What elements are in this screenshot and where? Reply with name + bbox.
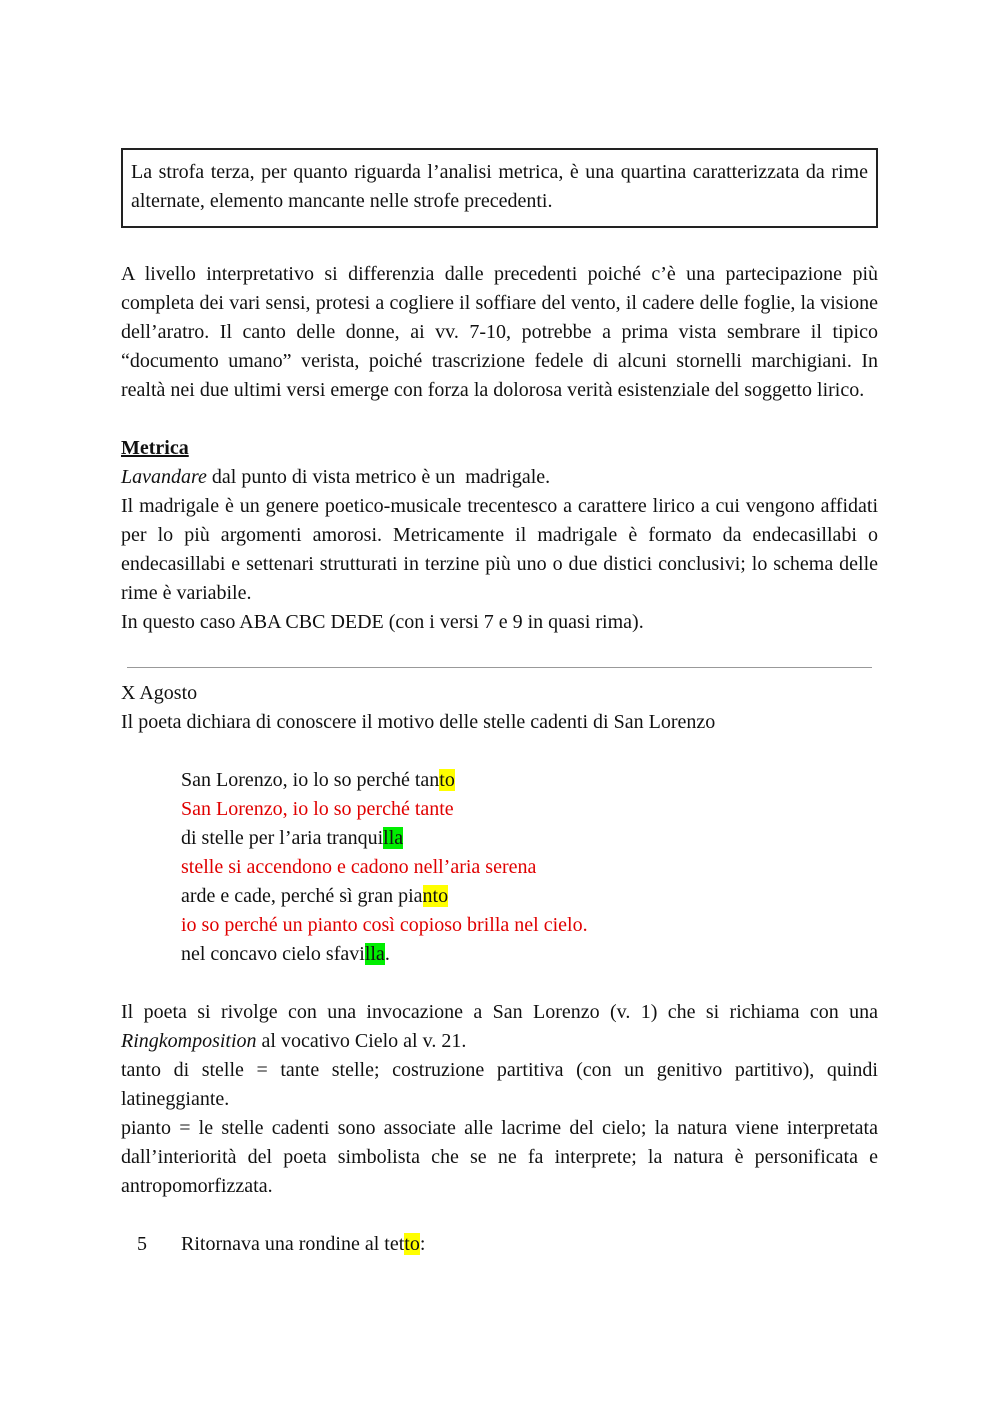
verse-line-3: arde e cade, perché sì gran pianto <box>181 885 449 907</box>
rhyme-highlight: to <box>404 1233 420 1255</box>
rhyme-highlight: nto <box>422 885 449 907</box>
boxed-note-text: La strofa terza, per quanto riguarda l’analisi metrica, è una quartina caratterizzata da rime alternate, elemento mancante nelle strofe precedenti. <box>131 161 868 212</box>
verse-paraphrase-3: io so perché un pianto così copioso brilla nel cielo. <box>181 914 588 936</box>
verse-paraphrase-2: stelle si accendono e cadono nell’aria serena <box>181 856 537 878</box>
boxed-note <box>121 148 878 228</box>
metrica-heading: Metrica <box>121 437 189 459</box>
comment-tanto: tanto di stelle = tante stelle; costruzione partitiva (con un genitivo partitivo), quindi latineggiante. <box>121 1059 878 1110</box>
section-divider <box>127 667 872 668</box>
metrica-line1: Lavandare dal punto di vista metrico è un madrigale. <box>121 466 551 488</box>
verse-line-2: di stelle per l’aria tranquilla <box>181 827 404 849</box>
comment-pianto: pianto = le stelle cadenti sono associate alle lacrime del cielo; la natura viene interpretata dall’interiorità del poeta simbolista che se ne fa interprete; la natura è personificata e antropomorfizzata. <box>121 1117 878 1197</box>
document-page <box>121 148 878 1259</box>
verse-block <box>121 766 878 969</box>
interpretation-paragraph: A livello interpretativo si differenzia dalle precedenti poiché c’è una partecipazione più completa dei vari sensi, protesi a cogliere il soffiare del vento, il cadere delle foglie, la visione dell’aratro. Il canto delle donne, ai vv. 7-10, potrebbe a prima vista sembrare il tipico “documento umano” verista, poiché trascrizione fedele di alcuni stornelli marchigiani. In realtà nei due ultimi versi emerge con forza la dolorosa verità esistenziale del soggetto lirico. <box>121 263 878 401</box>
verse-line-4: nel concavo cielo sfavilla. <box>181 943 390 965</box>
rhyme-highlight: to <box>439 769 455 791</box>
madrigale-paragraph: Il madrigale è un genere poetico-musicale trecentesco a carattere lirico a cui vengono affidati per lo più argomenti amorosi. Metricamente il madrigale è formato da endecasillabi o endecasillabi e settenari strutturati in terzine più uno o due distici conclusivi; lo schema delle rime è variabile. <box>121 495 878 604</box>
rhyme-scheme-line: In questo caso ABA CBC DEDE (con i versi 7 e 9 in quasi rima). <box>121 611 644 633</box>
rhyme-highlight: lla <box>383 827 404 849</box>
verse-number: 5 <box>137 1233 147 1255</box>
rhyme-highlight: lla <box>364 943 385 965</box>
agosto-title: X Agosto <box>121 682 198 704</box>
agosto-intro: Il poeta dichiara di conoscere il motivo delle stelle cadenti di San Lorenzo <box>121 711 716 733</box>
verse-paraphrase-1: San Lorenzo, io lo so perché tante <box>181 798 454 820</box>
numbered-verse: 5 Ritornava una rondine al tetto: <box>121 1230 878 1259</box>
comment-invocation: Il poeta si rivolge con una invocazione a San Lorenzo (v. 1) che si richiama con una Ringkomposition al vocativo Cielo al v. 21. <box>121 1001 878 1052</box>
verse-line-1: San Lorenzo, io lo so perché tanto <box>181 769 455 791</box>
lavandare-title: Lavandare <box>121 466 207 488</box>
